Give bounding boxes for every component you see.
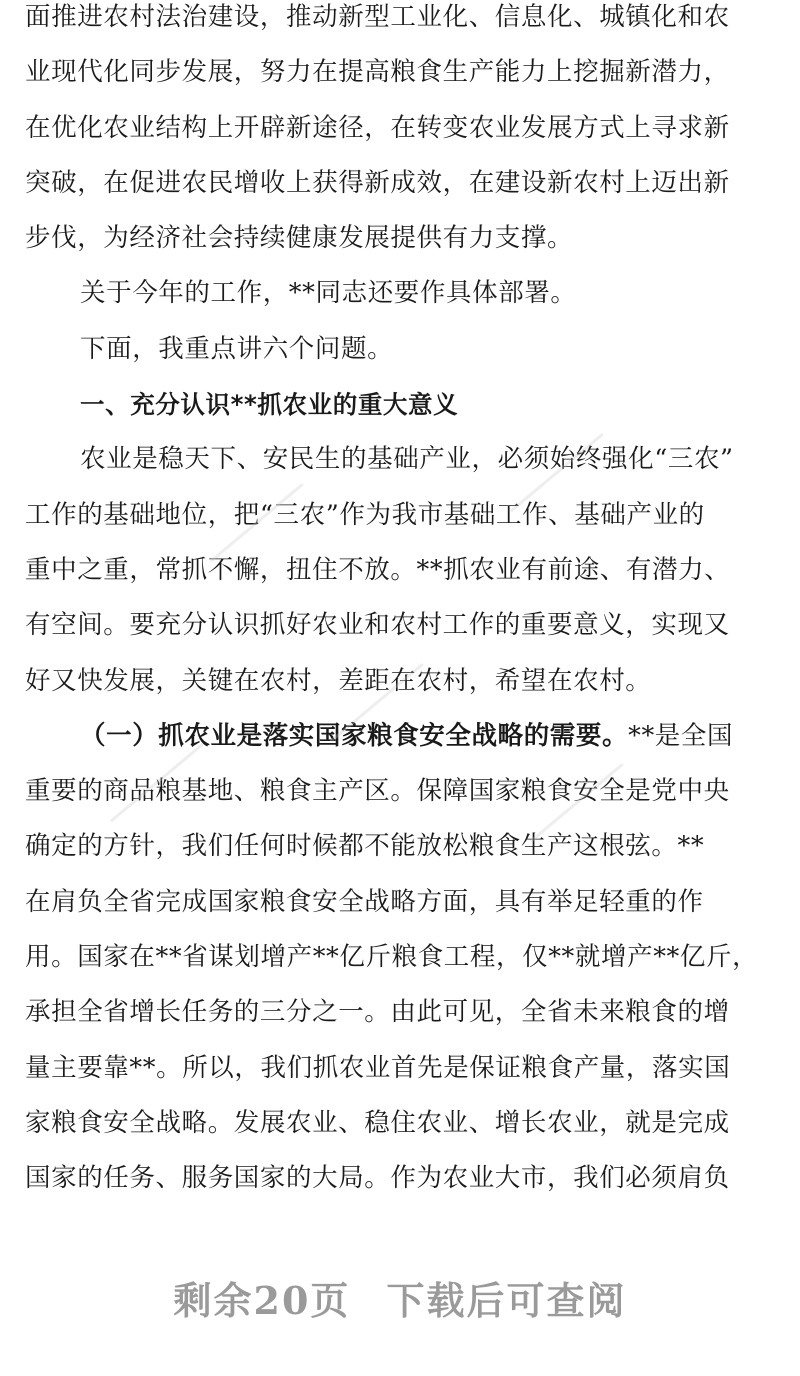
- text-line: 业现代化同步发展，努力在提高粮食生产能力上挖掘新潜力，: [25, 57, 730, 88]
- download-to-view-label: 下载后可查阅: [386, 1278, 627, 1323]
- text-line: 农业是稳天下、安民生的基础产业，必须始终强化“三农”: [80, 444, 734, 475]
- paragraph-six-issues: 下面，我重点讲六个问题。: [80, 333, 394, 364]
- remaining-pages-label: 剩余20页: [173, 1278, 351, 1323]
- text-line: 步伐，为经济社会持续健康发展提供有力支撑。: [25, 223, 574, 254]
- section-heading: 一、充分认识**抓农业的重大意义: [80, 390, 459, 420]
- text-line: 在优化农业结构上开辟新途径，在转变农业发展方式上寻求新: [25, 112, 730, 143]
- subsection-heading: （一）抓农业是落实国家粮食安全战略的需要。: [80, 720, 629, 751]
- text-line: 重中之重，常抓不懈，扭住不放。**抓农业有前途、有潜力、: [25, 554, 731, 585]
- text-line: 确定的方针，我们任何时候都不能放松粮食生产这根弦。**: [25, 831, 705, 862]
- text-line: 工作的基础地位，把“三农”作为我市基础工作、基础产业的: [25, 499, 705, 530]
- text-line: 承担全省增长任务的三分之一。由此可见，全省未来粮食的增: [25, 997, 730, 1028]
- text-line: 量主要靠**。所以，我们抓农业首先是保证粮食产量，落实国: [25, 1052, 731, 1083]
- text-line: 家粮食安全战略。发展农业、稳住农业、增长农业，就是完成: [25, 1107, 730, 1138]
- subsection-text: **是全国: [628, 720, 734, 751]
- subsection-first-line: [25, 709, 777, 764]
- text-line: 有空间。要充分认识抓好农业和农村工作的重要意义，实现又: [25, 610, 730, 641]
- text-line: 在肩负全省完成国家粮食安全战略方面，具有举足轻重的作: [25, 886, 704, 917]
- text-line: 突破，在促进农民增收上获得新成效，在建设新农村上迈出新: [25, 167, 730, 198]
- paragraph-work-arrangement: 关于今年的工作，**同志还要作具体部署。: [80, 278, 577, 309]
- text-line: 国家的任务、服务国家的大局。作为农业大市，我们必须肩负: [25, 1163, 730, 1194]
- text-line: 面推进农村法治建设，推动新型工业化、信息化、城镇化和农: [25, 2, 730, 32]
- text-line: 重要的商品粮基地、粮食主产区。保障国家粮食安全是党中央: [25, 776, 730, 807]
- document-body: [25, 0, 777, 1207]
- text-line: 好又快发展，关键在农村，差距在农村，希望在农村。: [25, 665, 652, 696]
- download-prompt-banner[interactable]: [0, 1270, 800, 1325]
- text-line: 用。国家在**省谋划增产**亿斤粮食工程，仅**就增产**亿斤，: [25, 942, 759, 973]
